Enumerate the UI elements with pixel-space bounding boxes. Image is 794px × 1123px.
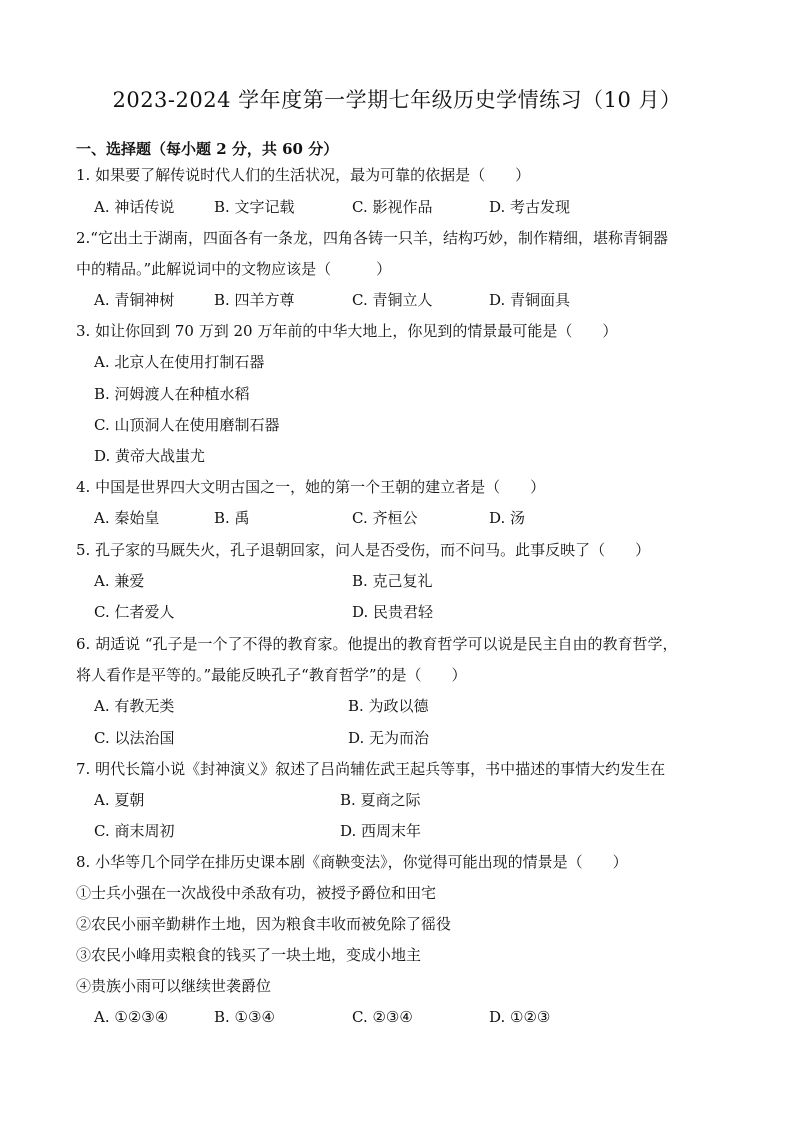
q8-option-c: C. ②③④ xyxy=(352,1008,413,1026)
q4-option-d: D. 汤 xyxy=(489,509,526,527)
q5-option-b: B. 克己复礼 xyxy=(352,572,433,590)
q1-option-d: D. 考古发现 xyxy=(489,198,571,216)
q8-option-a: A. ①②③④ xyxy=(94,1008,169,1026)
question-3-stem: 3. 如让你回到 70 万到 20 万年前的中华大地上，你见到的情景最可能是（ ） xyxy=(76,322,618,340)
q6-option-b: B. 为政以德 xyxy=(348,697,429,715)
q8-option-b: B. ①③④ xyxy=(214,1008,275,1026)
q2-option-a: A. 青铜神树 xyxy=(94,291,175,309)
question-7-stem: 7. 明代长篇小说《封神演义》叙述了吕尚辅佐武王起兵等事，书中描述的事情大约发生在 xyxy=(76,760,666,778)
question-6-stem-line-1: 6. 胡适说 “孔子是一个了不得的教育家。他提出的教育哲学可以说是民主自由的教育哲学， xyxy=(76,635,678,653)
q8-statement-1: ①士兵小强在一次战役中杀敌有功，被授予爵位和田宅 xyxy=(76,884,437,902)
section-heading: 一、选择题（每小题 2 分，共 60 分） xyxy=(76,140,339,158)
question-5-stem: 5. 孔子家的马厩失火，孔子退朝回家，问人是否受伤，而不问马。此事反映了（ ） xyxy=(76,541,651,559)
q8-option-d: D. ①②③ xyxy=(489,1008,551,1026)
exam-title: 2023-2024 学年度第一学期七年级历史学情练习（10 月） xyxy=(112,88,682,112)
q8-statement-4: ④贵族小雨可以继续世袭爵位 xyxy=(76,977,272,995)
q7-option-a: A. 夏朝 xyxy=(94,791,145,809)
q6-option-a: A. 有教无类 xyxy=(94,697,175,715)
q2-option-b: B. 四羊方尊 xyxy=(214,291,295,309)
question-4-stem: 4. 中国是世界四大文明古国之一，她的第一个王朝的建立者是（ ） xyxy=(76,478,546,496)
q3-option-b: B. 河姆渡人在种植水稻 xyxy=(94,385,250,403)
q5-option-c: C. 仁者爱人 xyxy=(94,603,175,621)
q6-option-c: C. 以法治国 xyxy=(94,729,175,747)
q2-option-d: D. 青铜面具 xyxy=(489,291,571,309)
q6-option-d: D. 无为而治 xyxy=(348,729,430,747)
q1-option-b: B. 文字记载 xyxy=(214,198,295,216)
q1-option-a: A. 神话传说 xyxy=(94,198,175,216)
q7-option-d: D. 西周末年 xyxy=(340,822,422,840)
q3-option-c: C. 山顶洞人在使用磨制石器 xyxy=(94,416,280,434)
q4-option-c: C. 齐桓公 xyxy=(352,509,418,527)
q5-option-a: A. 兼爱 xyxy=(94,572,145,590)
q4-option-a: A. 秦始皇 xyxy=(94,509,160,527)
question-1-stem: 1. 如果要了解传说时代人们的生活状况，最为可靠的依据是（ ） xyxy=(76,166,531,184)
question-6-stem-line-2: 将人看作是平等的。”最能反映孔子“教育哲学”的是（ ） xyxy=(76,666,467,684)
q3-option-a: A. 北京人在使用打制石器 xyxy=(94,353,265,371)
q8-statement-3: ③农民小峰用卖粮食的钱买了一块土地，变成小地主 xyxy=(76,946,422,964)
q2-option-c: C. 青铜立人 xyxy=(352,291,433,309)
question-8-stem: 8. 小华等几个同学在排历史课本剧《商鞅变法》，你觉得可能出现的情景是（ ） xyxy=(76,853,628,871)
q1-option-c: C. 影视作品 xyxy=(352,198,433,216)
q4-option-b: B. 禹 xyxy=(214,509,250,527)
question-2-stem-line-1: 2.“它出土于湖南，四面各有一条龙，四角各铸一只羊，结构巧妙，制作精细，堪称青铜器 xyxy=(76,229,668,247)
q7-option-b: B. 夏商之际 xyxy=(340,791,421,809)
q5-option-d: D. 民贵君轻 xyxy=(352,603,434,621)
q7-option-c: C. 商末周初 xyxy=(94,822,175,840)
question-2-stem-line-2: 中的精品。”此解说词中的文物应该是（ ） xyxy=(76,260,392,278)
q3-option-d: D. 黄帝大战蚩尤 xyxy=(94,447,206,465)
q8-statement-2: ②农民小丽辛勤耕作土地，因为粮食丰收而被免除了徭役 xyxy=(76,915,452,933)
